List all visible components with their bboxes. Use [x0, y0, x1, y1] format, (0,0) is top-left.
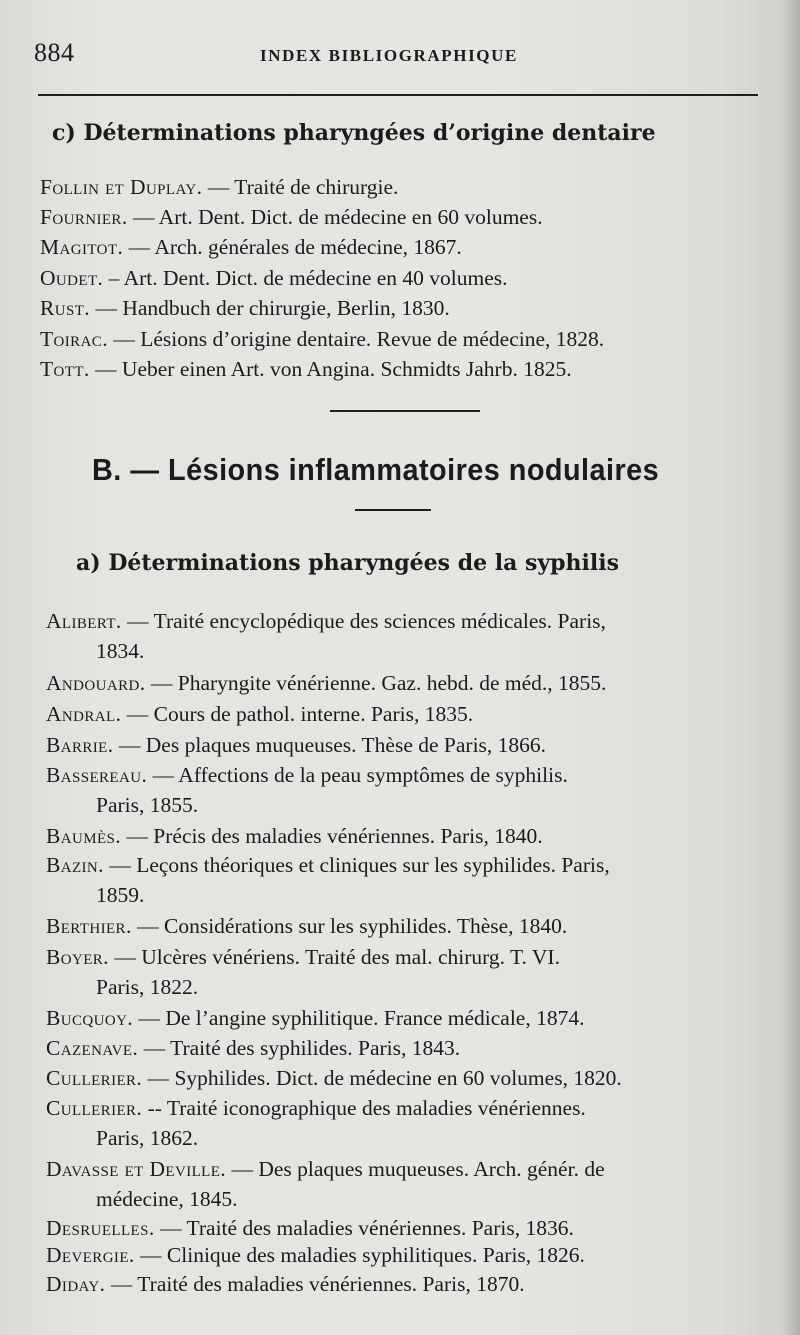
entry-author: Cazenave. [46, 1036, 139, 1060]
entry-text: — Syphilides. Dict. de médecine en 60 volumes, 1820. [142, 1066, 622, 1090]
entry-continuation: médecine, 1845. [96, 1187, 238, 1211]
entry-text: — Des plaques muqueuses. Thèse de Paris, 1866. [113, 733, 547, 757]
section-heading-syphilis: a) Déterminations pharyngées de la syphilis [76, 550, 620, 576]
entry-text: — Des plaques muqueuses. Arch. génér. de [226, 1157, 605, 1181]
bib-entry [46, 1240, 585, 1270]
bib-entry [46, 1033, 460, 1063]
bib-entry [46, 911, 567, 941]
entry-author: Devergie. [46, 1243, 135, 1267]
entry-text: — Lésions d’origine dentaire. Revue de médecine, 1828. [107, 327, 605, 351]
entry-author: Toirac. [40, 327, 108, 351]
entry-author: Follin et Duplay. [40, 175, 203, 199]
entry-text: — Leçons théoriques et cliniques sur les syphilides. Paris, [103, 853, 610, 877]
bib-entry [46, 1093, 586, 1153]
entry-author: Cullerier. [46, 1096, 143, 1120]
section-divider [330, 410, 480, 412]
bib-entry [46, 760, 568, 820]
bib-entry [46, 942, 560, 1002]
bib-entry [46, 699, 473, 729]
entry-text: — Clinique des maladies syphilitiques. Paris, 1826. [134, 1243, 585, 1267]
entry-author: Tott. [40, 357, 90, 381]
entry-author: Berthier. [46, 914, 132, 938]
entry-text: — Pharyngite vénérienne. Gaz. hebd. de méd., 1855. [145, 671, 607, 695]
entry-text: — Précis des maladies vénériennes. Paris, 1840. [121, 824, 543, 848]
bib-entry [40, 263, 508, 293]
entry-text: — Ueber einen Art. von Angina. Schmidts Jahrb. 1825. [89, 357, 572, 381]
entry-author: Desruelles. [46, 1216, 155, 1240]
entry-text: — Traité encyclopédique des sciences médicales. Paris, [121, 609, 606, 633]
bib-entry [46, 850, 610, 910]
running-head: INDEX BIBLIOGRAPHIQUE [260, 46, 518, 65]
bib-entry [46, 1213, 574, 1243]
entry-text: — Handbuch der chirurgie, Berlin, 1830. [90, 296, 450, 320]
header-rule [38, 94, 758, 96]
bib-entry [40, 293, 450, 323]
entry-author: Fournier. [40, 205, 128, 229]
entry-text: — Art. Dent. Dict. de médecine en 60 volumes. [127, 205, 543, 229]
entry-continuation: 1834. [96, 639, 145, 663]
bib-entry [46, 730, 546, 760]
bib-entry [40, 172, 398, 202]
entry-text: — Considérations sur les syphilides. Thèse, 1840. [131, 914, 568, 938]
page-edge-shadow [782, 0, 800, 1335]
bib-entry [46, 668, 606, 698]
entry-continuation: 1859. [96, 883, 145, 907]
entry-author: Cullerier. [46, 1066, 143, 1090]
bib-entry [40, 354, 572, 384]
bib-entry [46, 1063, 622, 1093]
bib-entry [46, 821, 543, 851]
entry-author: Baumès. [46, 824, 122, 848]
entry-author: Boyer. [46, 945, 109, 969]
entry-author: Bazin. [46, 853, 104, 877]
entry-text: — Traité des maladies vénériennes. Paris, 1870. [105, 1272, 525, 1296]
page-number: 884 [34, 38, 75, 67]
bib-entry [46, 1269, 525, 1299]
bib-entry [46, 1154, 605, 1214]
heading-underline [355, 509, 431, 511]
entry-author: Alibert. [46, 609, 122, 633]
entry-author: Rust. [40, 296, 91, 320]
main-heading-inflammatory: B. — Lésions inflammatoires nodulaires [92, 452, 660, 487]
bib-entry [46, 1003, 584, 1033]
entry-author: Barrie. [46, 733, 114, 757]
entry-text: — Cours de pathol. interne. Paris, 1835. [121, 702, 474, 726]
entry-text: — Affections de la peau symptômes de syphilis. [147, 763, 568, 787]
entry-author: Davasse et Deville. [46, 1157, 227, 1181]
entry-author: Diday. [46, 1272, 106, 1296]
entry-author: Bucquoy. [46, 1006, 134, 1030]
entry-text: — Arch. générales de médecine, 1867. [123, 235, 462, 259]
entry-text: — Traité des syphilides. Paris, 1843. [138, 1036, 461, 1060]
page-header [34, 34, 758, 74]
entry-continuation: Paris, 1862. [96, 1126, 199, 1150]
entry-text: — Traité des maladies vénériennes. Paris, 1836. [154, 1216, 574, 1240]
bib-entry [46, 606, 606, 666]
entry-author: Andral. [46, 702, 122, 726]
bib-entry [40, 324, 604, 354]
entry-text: — Ulcères vénériens. Traité des mal. chirurg. T. VI. [108, 945, 560, 969]
entry-author: Bassereau. [46, 763, 148, 787]
bib-entry [40, 202, 543, 232]
entry-continuation: Paris, 1855. [96, 793, 199, 817]
entry-text: — De l’angine syphilitique. France médicale, 1874. [133, 1006, 585, 1030]
bib-entry [40, 232, 462, 262]
entry-author: Andouard. [46, 671, 146, 695]
entry-author: Oudet. [40, 266, 104, 290]
entry-author: Magitot. [40, 235, 124, 259]
entry-continuation: Paris, 1822. [96, 975, 199, 999]
section-heading-dental: c) Déterminations pharyngées d’origine dentaire [52, 120, 656, 146]
entry-text: – Art. Dent. Dict. de médecine en 40 volumes. [103, 266, 508, 290]
entry-text: -- Traité iconographique des maladies vénériennes. [142, 1096, 586, 1120]
entry-text: — Traité de chirurgie. [202, 175, 399, 199]
